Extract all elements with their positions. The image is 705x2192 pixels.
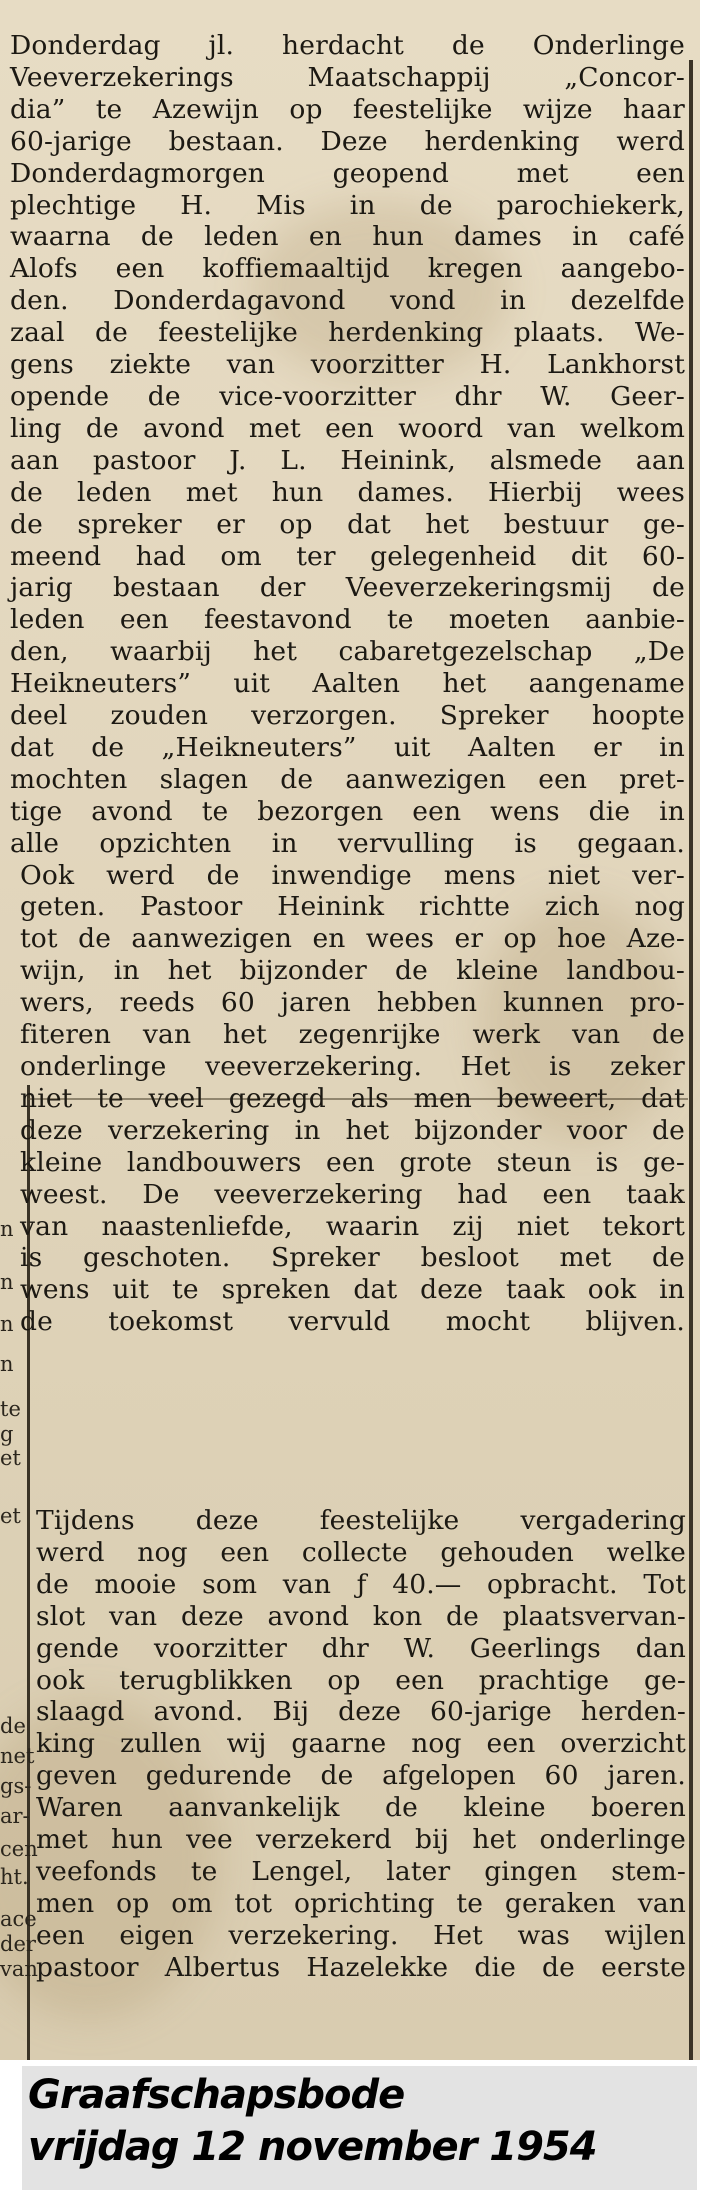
- margin-fragment: de: [0, 1714, 26, 1738]
- text-line: onderlinge veeverzekering. Het is zeker: [20, 1051, 685, 1082]
- text-line: Tijdens deze feestelijke vergadering: [36, 1505, 686, 1536]
- margin-fragment: n: [0, 1217, 14, 1241]
- text-line: Donderdagmorgen geopend met een: [10, 157, 685, 189]
- text-line: met hun vee verzekerd bij het onderlinge: [36, 1824, 686, 1856]
- text-line: werd nog een collecte gehouden welke: [36, 1536, 686, 1568]
- text-line: de toekomst vervuld mocht blijven.: [20, 1306, 685, 1338]
- text-line: de mooie som van ƒ 40.— opbracht. Tot: [36, 1568, 686, 1600]
- text-line: is geschoten. Spreker besloot met de: [20, 1242, 685, 1274]
- text-line: wens uit te spreken dat deze taak ook in: [20, 1274, 685, 1306]
- text-line: weest. De veeverzekering had een taak: [20, 1178, 685, 1210]
- margin-fragment: cen: [0, 1837, 38, 1861]
- text-line: van naastenliefde, waarin zij niet tekort: [20, 1210, 685, 1242]
- text-line: niet te veel gezegd als men beweert, dat: [20, 1082, 685, 1114]
- text-line: 60-jarige bestaan. Deze herdenking werd: [10, 125, 685, 157]
- margin-fragment: te: [0, 1397, 21, 1421]
- text-line: pastoor Albertus Hazelekke die de eerste: [36, 1951, 686, 1983]
- text-line: leden een feestavond te moeten aanbie-: [10, 604, 685, 636]
- text-line: veefonds te Lengel, later gingen stem-: [36, 1855, 686, 1887]
- text-line: den. Donderdagavond vond in dezelfde: [10, 285, 685, 317]
- paragraph-2: [20, 860, 685, 1339]
- paragraph-1: [10, 30, 685, 860]
- text-line: Donderdag jl. herdacht de Onderlinge: [10, 30, 685, 61]
- caption-box: [22, 2066, 697, 2190]
- text-line: gens ziekte van voorzitter H. Lankhorst: [10, 349, 685, 381]
- text-line: ook terugblikken op een prachtige ge-: [36, 1664, 686, 1696]
- text-line: Heikneuters” uit Aalten het aangename: [10, 668, 685, 700]
- text-line: men op om tot oprichting te geraken van: [36, 1887, 686, 1919]
- text-line: opende de vice-voorzitter dhr W. Geer-: [10, 380, 685, 412]
- text-line: slot van deze avond kon de plaatsvervan-: [36, 1600, 686, 1632]
- article-text: [10, 30, 685, 1338]
- text-line: kleine landbouwers een grote steun is ge-: [20, 1146, 685, 1178]
- margin-fragment: net: [0, 1744, 35, 1768]
- publication-date: vrijdag 12 november 1954: [28, 2124, 597, 2170]
- text-line: de spreker er op dat het bestuur ge-: [10, 508, 685, 540]
- text-line: Alofs een koffiemaaltijd kregen aangebo-: [10, 253, 685, 285]
- newspaper-name: Graafschapsbode: [28, 2072, 405, 2118]
- margin-fragment: n: [0, 1270, 14, 1294]
- text-line: king zullen wij gaarne nog een overzicht: [36, 1728, 686, 1760]
- text-line: wijn, in het bijzonder de kleine landbou-: [20, 955, 685, 987]
- paragraph-3: [36, 1505, 686, 1984]
- text-line: tige avond te bezorgen een wens die in: [10, 795, 685, 827]
- text-line: gende voorzitter dhr W. Geerlings dan: [36, 1632, 686, 1664]
- text-line: geten. Pastoor Heinink richtte zich nog: [20, 891, 685, 923]
- margin-fragment: gs-: [0, 1774, 32, 1798]
- margin-fragment: van: [0, 1957, 38, 1981]
- margin-fragment: n: [0, 1352, 14, 1376]
- text-line: alle opzichten in vervulling is gegaan.: [10, 827, 685, 859]
- text-line: aan pastoor J. L. Heinink, alsmede aan: [10, 444, 685, 476]
- text-line: den, waarbij het cabaretgezelschap „De: [10, 636, 685, 668]
- text-line: plechtige H. Mis in de parochiekerk,: [10, 189, 685, 221]
- margin-fragment: et: [0, 1504, 21, 1528]
- text-line: dia” te Azewijn op feestelijke wijze haar: [10, 93, 685, 125]
- text-line: Veeverzekerings Maatschappij „Concor-: [10, 61, 685, 93]
- text-line: slaagd avond. Bij deze 60-jarige herden-: [36, 1696, 686, 1728]
- text-line: deel zouden verzorgen. Spreker hoopte: [10, 700, 685, 732]
- text-line: wers, reeds 60 jaren hebben kunnen pro-: [20, 987, 685, 1019]
- margin-fragment: et: [0, 1446, 21, 1470]
- paragraph-3-block: [36, 1505, 686, 1984]
- margin-fragment: ace: [0, 1907, 37, 1931]
- text-line: fiteren van het zegenrijke werk van de: [20, 1019, 685, 1051]
- text-line: deze verzekering in het bijzonder voor de: [20, 1114, 685, 1146]
- margin-fragment: n: [0, 1312, 14, 1336]
- text-line: dat de „Heikneuters” uit Aalten er in: [10, 731, 685, 763]
- text-line: geven gedurende de afgelopen 60 jaren.: [36, 1760, 686, 1792]
- text-line: ling de avond met een woord van welkom: [10, 412, 685, 444]
- margin-fragment: ht.: [0, 1865, 29, 1889]
- column-rule-right: [689, 60, 693, 2060]
- text-line: Ook werd de inwendige mens niet ver-: [20, 859, 685, 891]
- text-line: meend had om ter gelegenheid dit 60-: [10, 540, 685, 572]
- text-line: mochten slagen de aanwezigen een pret-: [10, 763, 685, 795]
- text-line: zaal de feestelijke herdenking plaats. We-: [10, 317, 685, 349]
- text-line: een eigen verzekering. Het was wijlen: [36, 1919, 686, 1951]
- margin-fragment: ar-: [0, 1804, 30, 1828]
- margin-fragment: g: [0, 1422, 14, 1446]
- text-line: tot de aanwezigen en wees er op hoe Aze-: [20, 923, 685, 955]
- text-line: waarna de leden en hun dames in café: [10, 221, 685, 253]
- margin-fragment: der: [0, 1932, 36, 1956]
- text-line: Waren aanvankelijk de kleine boeren: [36, 1792, 686, 1824]
- text-line: de leden met hun dames. Hierbij wees: [10, 476, 685, 508]
- text-line: jarig bestaan der Veeverzekeringsmij de: [10, 572, 685, 604]
